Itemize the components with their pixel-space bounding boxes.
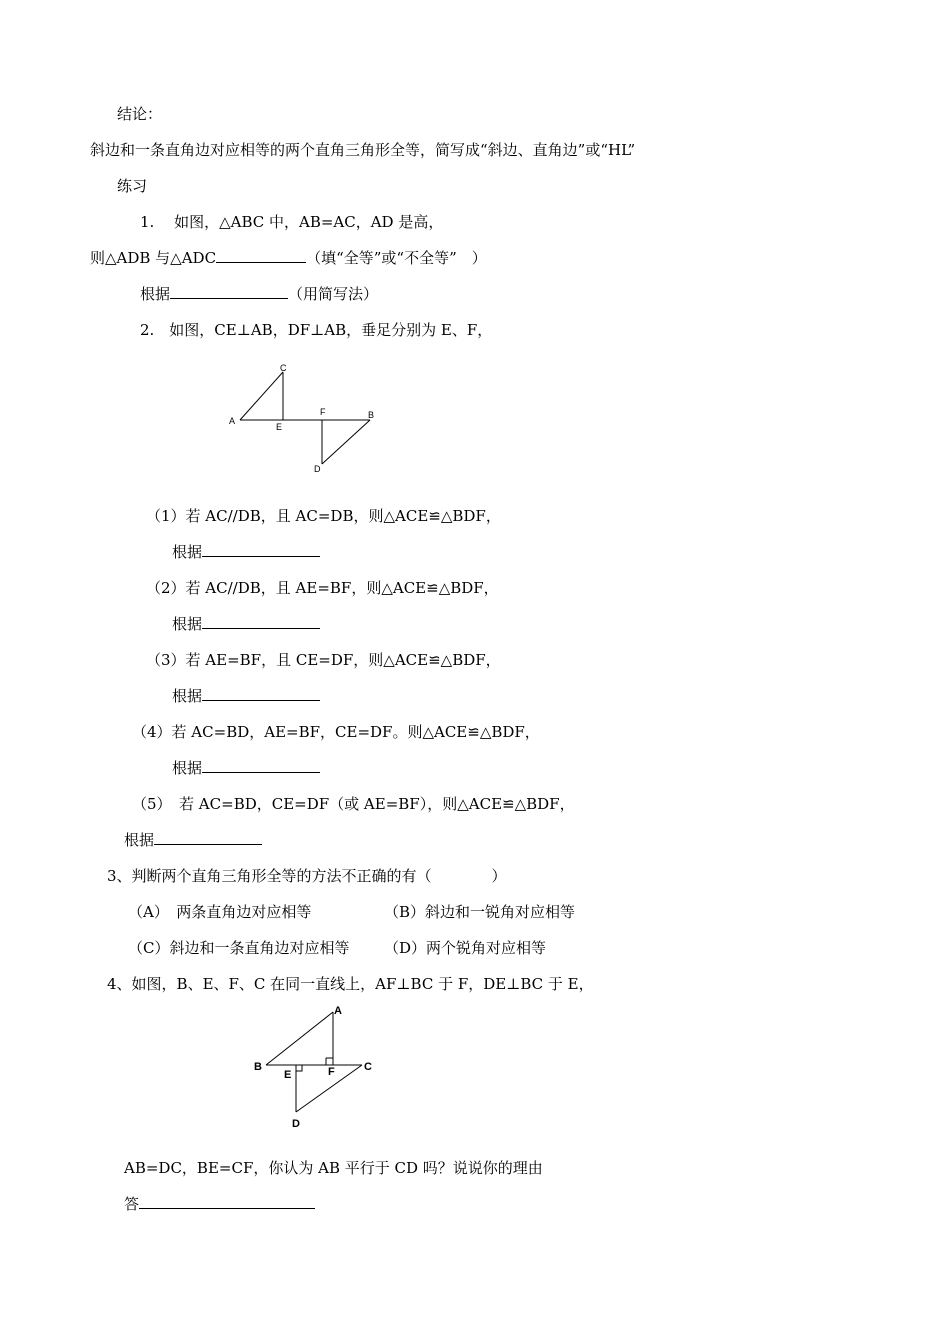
q2-basis-blank-4[interactable]: [202, 758, 320, 773]
q1-line3-suffix: （用简写法）: [288, 285, 379, 303]
q2-label-c: C: [280, 363, 287, 373]
q4-stem: 4、如图，B、E、F、C 在同一直线上，AF⊥BC 于 F，DE⊥BC 于 E，: [107, 975, 594, 993]
q4-label-d: D: [292, 1118, 300, 1130]
q1-basis-blank[interactable]: [170, 284, 288, 299]
q4-answer-blank[interactable]: [139, 1194, 315, 1209]
q4-label-b: B: [254, 1061, 262, 1073]
q2-label-b: B: [368, 410, 375, 420]
basis-label: 根据: [172, 687, 203, 705]
q3-option-d: （D）两个锐角对应相等: [384, 939, 547, 957]
q3-option-a: （A） 两条直角边对应相等: [128, 903, 312, 921]
q2-part-5: （5） 若 AC=BD，CE=DF（或 AE=BF），则△ACE≌△BDF，: [132, 795, 575, 813]
q3-stem: 3、判断两个直角三角形全等的方法不正确的有（ ）: [107, 867, 507, 885]
q4-line-ba: [266, 1012, 333, 1065]
q2-line-ac: [240, 372, 283, 420]
q2-intro: 2. 如图，CE⊥AB，DF⊥AB，垂足分别为 E、F，: [140, 321, 493, 339]
practice-heading: 练习: [117, 177, 148, 195]
basis-label: 根据: [172, 615, 203, 633]
q2-basis-5: [124, 830, 262, 850]
q2-label-f: F: [320, 407, 326, 417]
q3-option-c: （C）斜边和一条直角边对应相等: [128, 939, 350, 957]
conclusion-heading: 结论：: [117, 105, 163, 123]
q2-basis-blank-1[interactable]: [202, 542, 320, 557]
q2-part-1: （1）若 AC//DB，且 AC=DB，则△ACE≌△BDF，: [146, 507, 501, 525]
q1-line2: [90, 248, 487, 268]
basis-label: 根据: [172, 759, 203, 777]
q2-part-3: （3）若 AE=BF，且 CE=DF，则△ACE≌△BDF，: [146, 651, 501, 669]
q2-label-a: A: [229, 416, 236, 426]
q4-answer-label: 答: [124, 1195, 140, 1213]
q4-condition: AB=DC，BE=CF，你认为 AB 平行于 CD 吗？说说你的理由: [124, 1159, 543, 1177]
basis-label: 根据: [124, 831, 155, 849]
q2-basis-1: [172, 542, 320, 562]
q2-line-db: [322, 420, 370, 464]
q2-basis-blank-2[interactable]: [202, 614, 320, 629]
q2-basis-4: [172, 758, 320, 778]
q1-line3: [140, 284, 378, 304]
q1-line1: 1. 如图，△ABC 中，AB=AC，AD 是高，: [140, 213, 444, 231]
q2-basis-blank-5[interactable]: [154, 830, 262, 845]
q2-basis-3: [172, 686, 320, 706]
q2-label-e: E: [276, 422, 283, 432]
q4-figure: [252, 1002, 392, 1132]
q1-line2-prefix: 则△ADB 与△ADC: [90, 249, 217, 267]
q4-right-angle-e: [296, 1065, 302, 1071]
q2-basis-blank-3[interactable]: [202, 686, 320, 701]
q4-label-f: F: [328, 1066, 335, 1078]
q4-answer: [124, 1194, 315, 1214]
q2-basis-2: [172, 614, 320, 634]
conclusion-text: 斜边和一条直角边对应相等的两个直角三角形全等，简写成“斜边、直角边”或“HL”: [90, 141, 636, 159]
q2-label-d: D: [314, 464, 321, 474]
q4-label-e: E: [284, 1069, 292, 1081]
q1-basis-label: 根据: [140, 285, 171, 303]
q2-figure: [222, 362, 392, 482]
q1-answer-blank[interactable]: [216, 248, 306, 263]
q2-part-2: （2）若 AC//DB，且 AE=BF，则△ACE≌△BDF，: [146, 579, 499, 597]
q4-label-c: C: [364, 1061, 372, 1073]
q2-part-4: （4）若 AC=BD，AE=BF，CE=DF。则△ACE≌△BDF，: [132, 723, 540, 741]
q1-line2-suffix: （填“全等”或“不全等” ）: [306, 249, 487, 267]
q3-option-b: （B）斜边和一锐角对应相等: [384, 903, 576, 921]
basis-label: 根据: [172, 543, 203, 561]
q4-label-a: A: [334, 1005, 342, 1017]
